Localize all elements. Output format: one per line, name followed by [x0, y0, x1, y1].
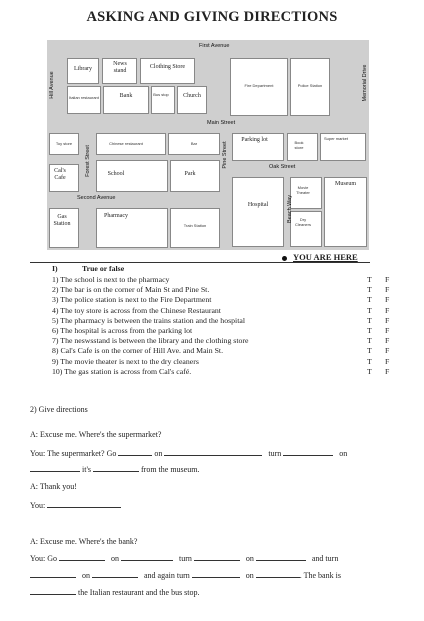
section2-heading: 2) Give directions [30, 405, 88, 414]
dialog2-final: the Italian restaurant and the bus stop. [78, 588, 200, 597]
dialog2-go: You: Go [30, 554, 57, 563]
place-italian-restaurant: Italian restaurant [69, 95, 99, 100]
place-park: Park [184, 171, 196, 177]
blank-d1-5[interactable] [93, 464, 139, 472]
false-option[interactable]: F [385, 315, 390, 325]
tf-statement: 10) The gas station is across from Cal's café. [52, 366, 192, 376]
tf-statement: 2) The bar is on the corner of Main St and Pine St. [52, 285, 210, 295]
tf-statement: 4) The toy store is across from the Chinese Restaurant [52, 305, 221, 315]
place-gas-station: Gas Station [53, 214, 71, 227]
place-church: Church [183, 93, 201, 99]
you-are-here-dot [282, 256, 287, 261]
dialog2-line1 [30, 553, 338, 563]
place-book-store: Book store [294, 140, 304, 150]
true-option[interactable]: T [367, 326, 372, 335]
blank-d2-9[interactable] [30, 587, 76, 595]
blank-d2-2[interactable] [121, 553, 173, 561]
dialog1-on1: on [154, 449, 163, 458]
street-second-avenue: Second Avenue [77, 195, 116, 201]
tf-statement: 6) The hospital is across from the parking lot [52, 326, 193, 335]
section1-number: I) [52, 264, 58, 273]
page-title: ASKING AND GIVING DIRECTIONS [86, 9, 338, 25]
street-memorial-drive: Memorial Drive [362, 64, 368, 102]
blank-d2-1[interactable] [59, 553, 105, 561]
false-option[interactable]: F [385, 285, 390, 295]
place-chinese-restaurant: Chinese restaurant [109, 141, 143, 146]
false-option[interactable]: F [385, 336, 390, 346]
dialog1-on2: on [339, 449, 348, 458]
block-train-station [170, 208, 220, 248]
dialog2-line3 [30, 587, 200, 597]
place-news-stand: News stand [113, 61, 127, 74]
place-museum: Museum [335, 181, 356, 187]
tf-statement: 7) The neswsstand is between the library and the clothing store [52, 336, 249, 346]
false-option[interactable]: F [385, 275, 390, 284]
false-option[interactable]: F [385, 366, 390, 376]
dialog2-line2 [30, 570, 341, 580]
true-option[interactable]: T [367, 346, 372, 356]
false-option[interactable]: F [385, 326, 390, 335]
place-dry-cleaners: Dry Cleaners [294, 217, 311, 227]
dialog1-line2 [30, 464, 199, 474]
place-bus-stop: Bus stop [153, 92, 169, 97]
dialog2-and-turn: and turn [311, 554, 339, 563]
section1-heading: True or false [82, 264, 125, 273]
dialog1-thanks: A: Thank you! [30, 482, 77, 491]
divider [30, 262, 370, 263]
place-bank: Bank [119, 93, 133, 99]
false-option[interactable]: F [385, 356, 390, 366]
blank-d1-2[interactable] [164, 448, 262, 456]
place-cals-cafe: Cal's Cafe [54, 168, 66, 181]
true-option[interactable]: T [367, 366, 372, 376]
dialog1-go-text: You: The supermarket? Go [30, 449, 117, 458]
blank-d1-6[interactable] [47, 500, 121, 508]
dialog2-turn: turn [178, 554, 192, 563]
street-forest-street: Forest Street [85, 145, 91, 177]
you-are-here-label: YOU ARE HERE [293, 252, 358, 262]
block-clothing-store [140, 58, 195, 84]
blank-d2-5[interactable] [30, 570, 76, 578]
street-beach-way: Beach Way [287, 195, 293, 223]
street-main-street: Main Street [207, 120, 236, 126]
place-movie-theater: Movie Theater [296, 185, 310, 195]
dialog1-turn: turn [268, 449, 282, 458]
street-hill-avenue: Hill Avenue [49, 71, 55, 99]
block-museum [324, 177, 367, 247]
dialog2-on3: on [82, 571, 90, 580]
tf-statement: 1) The school is next to the pharmacy [52, 275, 170, 284]
block-italian-restaurant [67, 86, 101, 114]
tf-statement: 3) The police station is next to the Fire Department [52, 295, 212, 305]
tf-statement: 8) Cal's Cafe is on the corner of Hill Ave. and Main St. [52, 346, 224, 356]
true-option[interactable]: T [367, 305, 372, 315]
true-option[interactable]: T [367, 315, 372, 325]
block-hospital [232, 177, 284, 247]
blank-d2-7[interactable] [192, 570, 240, 578]
place-parking-lot: Parking lot [241, 137, 268, 143]
dialog2-on1: on [110, 554, 119, 563]
tf-statement: 5) The pharmacy is between the trains station and the hospital [52, 315, 245, 325]
dialog1-from: from the museum. [141, 465, 200, 474]
place-fire-department: Fire Department [244, 83, 274, 88]
true-option[interactable]: T [367, 295, 372, 305]
place-toy-store: Toy store [55, 141, 73, 146]
place-pharmacy: Pharmacy [104, 213, 128, 219]
dialog1-line1 [30, 448, 347, 458]
place-supermarket: Super market [323, 136, 348, 141]
blank-d1-1[interactable] [118, 448, 152, 456]
street-oak-street: Oak Street [269, 164, 296, 170]
dialog2-on2: on [245, 554, 254, 563]
dialog1-you [30, 500, 121, 510]
true-option[interactable]: T [367, 356, 372, 366]
dialog1-question: A: Excuse me. Where's the supermarket? [30, 430, 162, 439]
blank-d1-4[interactable] [30, 464, 80, 472]
blank-d2-3[interactable] [194, 553, 240, 561]
true-option[interactable]: T [367, 275, 372, 284]
false-option[interactable]: F [385, 295, 390, 305]
dialog2-bank-is: . The bank is [299, 571, 341, 580]
blank-d2-6[interactable] [92, 570, 138, 578]
dialog2-question: A: Excuse me. Where's the bank? [30, 537, 138, 546]
block-bank [103, 86, 149, 114]
place-train-station: Train Station [183, 223, 207, 228]
blank-d1-3[interactable] [283, 448, 333, 456]
blank-d2-8[interactable] [256, 570, 300, 578]
you-are-here-marker [282, 252, 358, 262]
dialog1-you-label: You: [30, 501, 46, 510]
block-church [177, 86, 207, 114]
dialog2-again-turn: and again turn [144, 571, 190, 580]
true-option[interactable]: T [367, 336, 372, 346]
block-bus-stop [151, 86, 175, 114]
place-police-station: Police Station [297, 83, 323, 88]
place-hospital: Hospital [247, 202, 269, 208]
false-option[interactable]: F [385, 346, 390, 356]
dialog1-its: it's [82, 465, 91, 474]
true-option[interactable]: T [367, 285, 372, 295]
city-map [47, 40, 369, 250]
place-library: Library [74, 66, 92, 72]
dialog2-on4: on [245, 571, 254, 580]
blank-d2-4[interactable] [256, 553, 306, 561]
tf-statement: 9) The movie theater is next to the dry cleaners [52, 356, 199, 366]
false-option[interactable]: F [385, 305, 390, 315]
place-bar: Bar [190, 141, 198, 146]
place-clothing-store: Clothing Store [149, 64, 186, 70]
street-first-avenue: First Avenue [199, 43, 230, 49]
place-school: School [107, 171, 125, 177]
street-pine-street: Pine Street [222, 141, 228, 169]
